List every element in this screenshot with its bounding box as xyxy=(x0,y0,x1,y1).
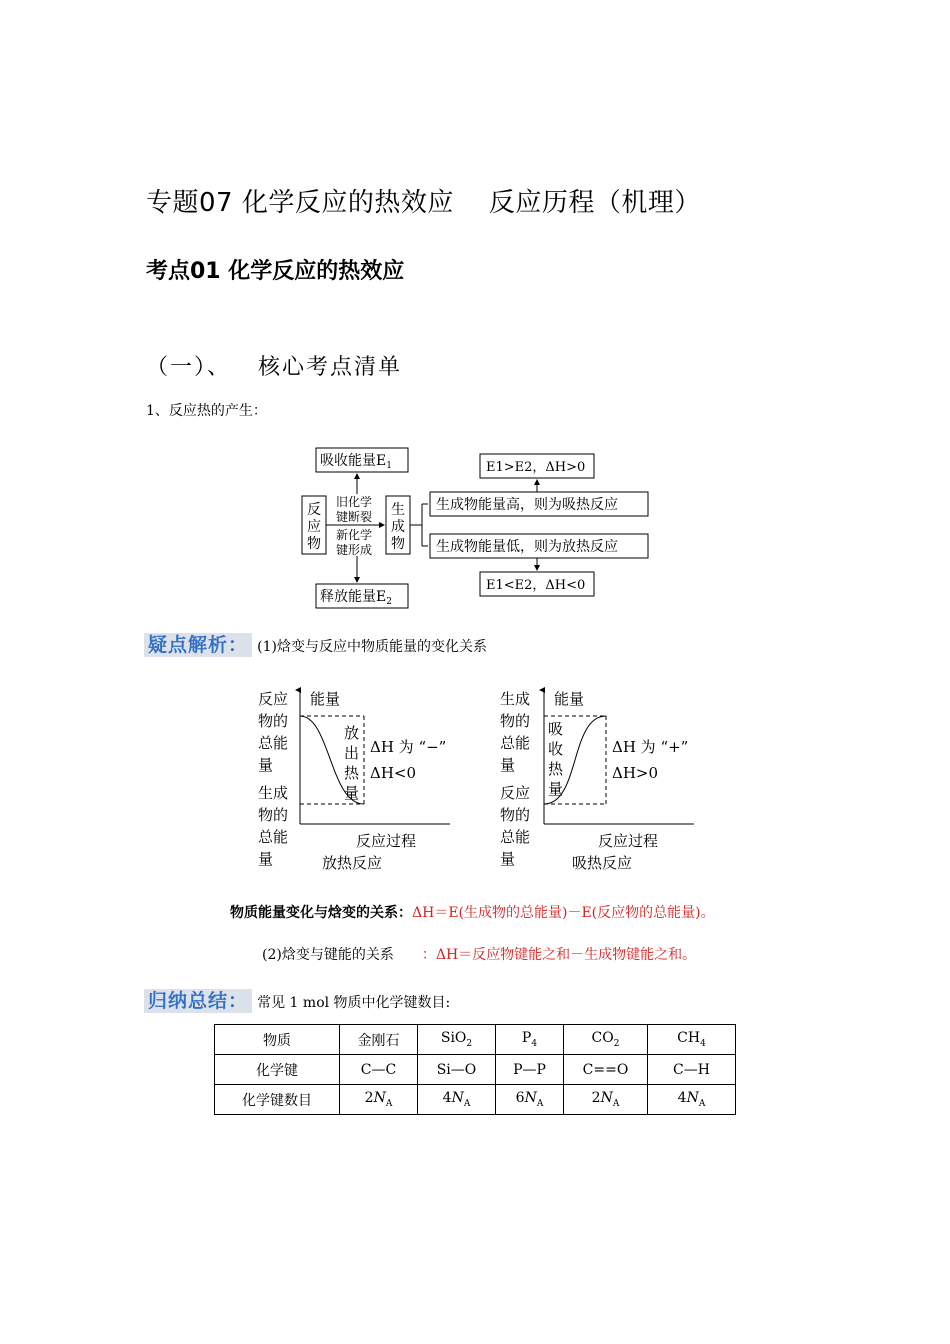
right-caption: 吸热反应 xyxy=(572,854,633,872)
count-cell: $4N_A$ xyxy=(648,1085,736,1115)
relation-bold-label: 物质能量变化与焓变的关系： xyxy=(230,905,412,921)
svg-text:放: 放 xyxy=(344,724,360,742)
svg-text:热: 热 xyxy=(344,764,360,782)
left-y-label: 能量 xyxy=(310,690,341,708)
form-label-1: 新化学 xyxy=(336,528,373,542)
reaction-heat-flowchart xyxy=(290,440,670,612)
svg-text:生成: 生成 xyxy=(258,784,289,802)
count-cell: $4N_A$ xyxy=(418,1085,496,1115)
cond2-label: E1<E2，ΔH<0 xyxy=(486,578,586,593)
bond-count-table xyxy=(214,1024,736,1115)
svg-text:物的: 物的 xyxy=(258,712,289,730)
svg-text:物的: 物的 xyxy=(500,712,531,730)
svg-text:出: 出 xyxy=(344,744,360,762)
svg-text:反应: 反应 xyxy=(258,690,289,708)
svg-text:总能: 总能 xyxy=(500,734,531,752)
product-char-2: 成 xyxy=(391,519,405,535)
left-dh-sign: ΔH 为 “−” xyxy=(370,738,447,756)
break-label-1: 旧化学 xyxy=(336,495,373,509)
page-title: 专题07 化学反应的热效应 反应历程（机理） xyxy=(146,188,701,218)
summary-text: 常见 1 mol 物质中化学键数目: xyxy=(257,995,451,1011)
low-label: 生成物能量低，则为放热反应 xyxy=(436,539,618,555)
svg-text:量: 量 xyxy=(500,756,516,774)
item-1-text: 1、反应热的产生： xyxy=(146,403,267,419)
bond-cell: P—P xyxy=(496,1055,564,1085)
bond-cell: C—H xyxy=(648,1055,736,1085)
svg-text:收: 收 xyxy=(548,740,564,758)
doubt-badge-row xyxy=(144,630,487,657)
row-header-substance: 物质 xyxy=(215,1025,340,1055)
count-cell: $2N_A$ xyxy=(564,1085,648,1115)
svg-text:量: 量 xyxy=(500,850,516,868)
enthalpy-bond-relation xyxy=(262,944,696,964)
enthalpy-energy-relation xyxy=(230,902,715,922)
svg-text:热: 热 xyxy=(548,760,564,778)
formula-2: ：ΔH＝反应物键能之和－生成物键能之和。 xyxy=(421,947,697,963)
substance-sio2: SiO$_2$ xyxy=(418,1025,496,1055)
break-label-2: 键断裂 xyxy=(336,510,373,524)
right-dh-sign: ΔH 为 “+” xyxy=(612,738,689,756)
svg-text:量: 量 xyxy=(344,784,360,802)
doubt-text-1: (1)焓变与反应中物质能量的变化关系 xyxy=(257,639,487,655)
substance-diamond: 金刚石 xyxy=(340,1025,418,1055)
substance-ch4: $CH_4$ xyxy=(648,1025,736,1055)
svg-text:总能: 总能 xyxy=(258,734,289,752)
cond1-label: E1>E2，ΔH>0 xyxy=(486,460,586,475)
row-header-count: 化学键数目 xyxy=(215,1085,340,1115)
svg-text:量: 量 xyxy=(258,850,274,868)
formula-1: ΔH＝E(生成物的总能量)－E(反应物的总能量)。 xyxy=(412,905,715,921)
bond-cell: C==O xyxy=(564,1055,648,1085)
right-x-label: 反应过程 xyxy=(598,832,659,850)
table-row xyxy=(215,1025,736,1055)
row-header-bond: 化学键 xyxy=(215,1055,340,1085)
summary-badge: 归纳总结： xyxy=(144,989,252,1013)
release-label: 释放能量$E_2$ xyxy=(320,589,392,607)
product-char-1: 生 xyxy=(391,502,405,518)
svg-text:总能: 总能 xyxy=(500,828,531,846)
right-y-label: 能量 xyxy=(554,690,585,708)
high-label: 生成物能量高，则为吸热反应 xyxy=(436,497,618,513)
bond-cell: Si—O xyxy=(418,1055,496,1085)
svg-text:物的: 物的 xyxy=(258,806,289,824)
svg-text:吸: 吸 xyxy=(548,720,564,738)
right-dh-value: ΔH>0 xyxy=(612,764,659,782)
doubt-badge: 疑点解析： xyxy=(144,633,252,657)
left-dh-value: ΔH<0 xyxy=(370,764,417,782)
left-caption: 放热反应 xyxy=(322,854,383,872)
subsection-heading: （一）、 核心考点清单 xyxy=(146,355,402,380)
svg-text:物的: 物的 xyxy=(500,806,531,824)
doubt-text-2: (2)焓变与键能的关系 xyxy=(262,947,394,963)
reactant-char-1: 反 xyxy=(307,502,321,518)
form-label-2: 键形成 xyxy=(336,543,373,557)
table-row xyxy=(215,1085,736,1115)
table-row xyxy=(215,1055,736,1085)
section-heading: 考点01 化学反应的热效应 xyxy=(146,259,405,284)
svg-text:量: 量 xyxy=(548,780,564,798)
bond-cell: C—C xyxy=(340,1055,418,1085)
substance-co2: $CO_2$ xyxy=(564,1025,648,1055)
product-char-3: 物 xyxy=(391,536,405,552)
reactant-char-2: 应 xyxy=(307,519,321,535)
reactant-char-3: 物 xyxy=(307,536,321,552)
count-cell: $6N_A$ xyxy=(496,1085,564,1115)
energy-diagrams xyxy=(250,684,710,880)
count-cell: $2N_A$ xyxy=(340,1085,418,1115)
svg-text:量: 量 xyxy=(258,756,274,774)
substance-p4: $P_4$ xyxy=(496,1025,564,1055)
svg-text:生成: 生成 xyxy=(500,690,531,708)
svg-text:反应: 反应 xyxy=(500,784,531,802)
absorb-label: 吸收能量$E_1$ xyxy=(320,453,392,471)
left-x-label: 反应过程 xyxy=(356,832,417,850)
svg-text:总能: 总能 xyxy=(258,828,289,846)
summary-row xyxy=(144,986,450,1013)
